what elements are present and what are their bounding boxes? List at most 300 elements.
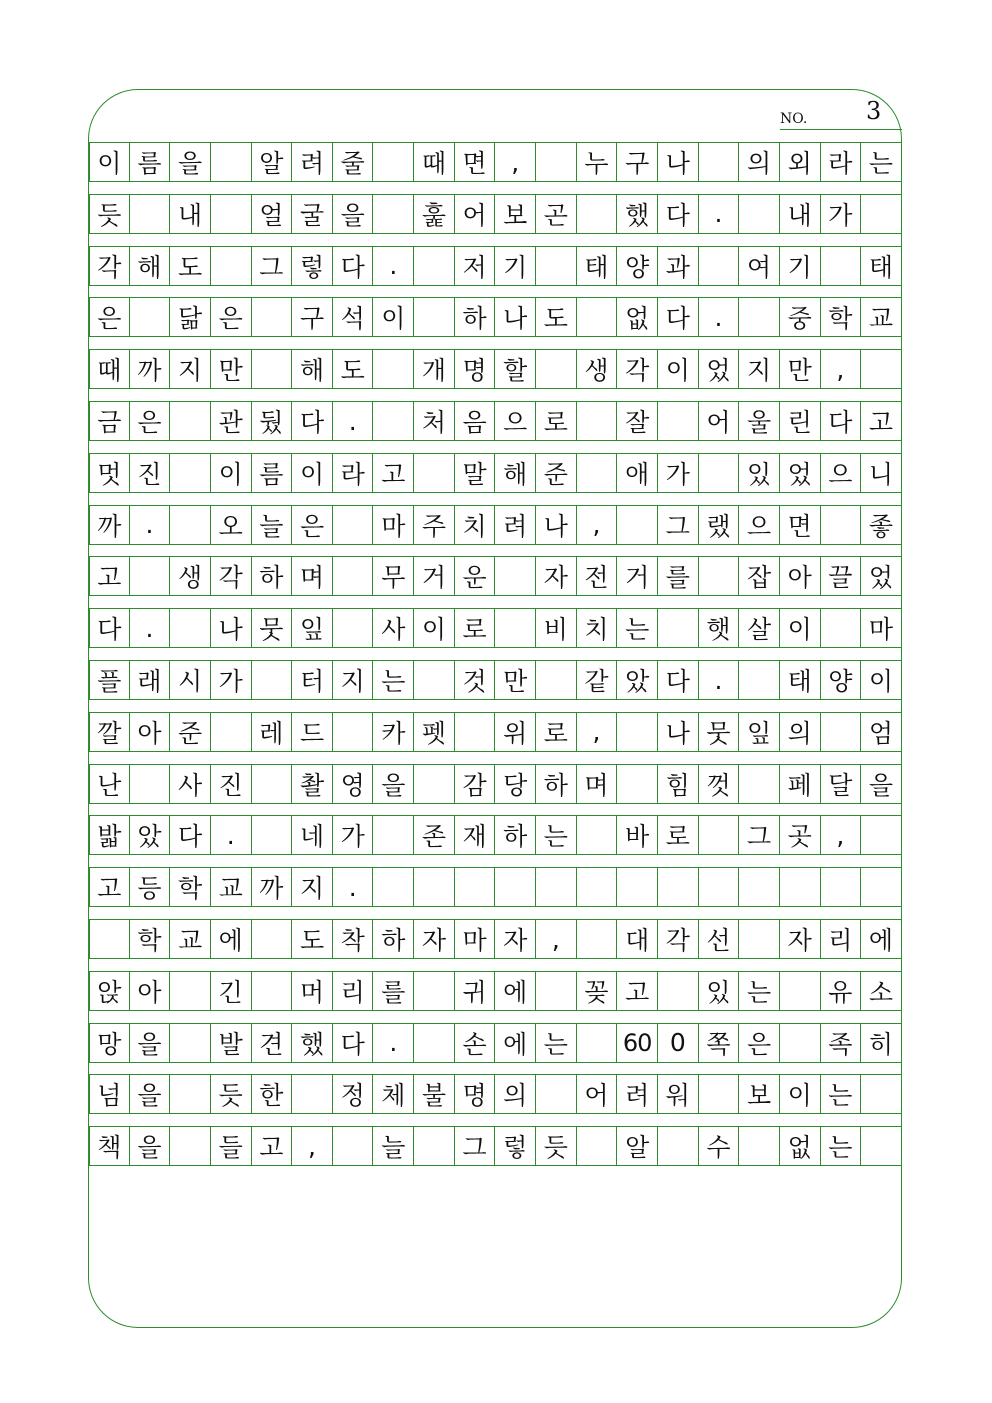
manuscript-cell: 렇	[495, 1127, 536, 1165]
manuscript-cell: 0	[658, 1024, 699, 1062]
manuscript-cell: 같	[577, 661, 618, 699]
manuscript-cell: 수	[699, 1127, 740, 1165]
manuscript-cell: 리	[333, 972, 374, 1010]
manuscript-cell: 했	[617, 195, 658, 233]
manuscript-cell: 그	[658, 506, 699, 544]
manuscript-cell	[861, 816, 902, 854]
manuscript-cell	[739, 661, 780, 699]
manuscript-cell: 거	[617, 557, 658, 595]
manuscript-cell: 교	[170, 920, 211, 958]
manuscript-cell: 외	[780, 143, 821, 181]
manuscript-cell: 영	[333, 765, 374, 803]
manuscript-cell: 넘	[89, 1075, 130, 1113]
manuscript-cell	[658, 1127, 699, 1165]
manuscript-cell: ,	[821, 350, 862, 388]
manuscript-cell	[333, 1127, 374, 1165]
manuscript-cell: 있	[699, 972, 740, 1010]
manuscript-cell: 잡	[739, 557, 780, 595]
manuscript-cell	[130, 298, 171, 336]
manuscript-cell: 촬	[292, 765, 333, 803]
manuscript-cell: .	[373, 1024, 414, 1062]
number-label: NO.	[780, 111, 808, 127]
manuscript-cell	[577, 454, 618, 492]
manuscript-cell: 내	[170, 195, 211, 233]
manuscript-cell: 가	[211, 661, 252, 699]
manuscript-cell: 여	[739, 247, 780, 285]
manuscript-cell: 이	[414, 609, 455, 647]
manuscript-cell: 어	[577, 1075, 618, 1113]
manuscript-cell: 석	[333, 298, 374, 336]
manuscript-cell	[211, 195, 252, 233]
manuscript-cell: 다	[292, 402, 333, 440]
manuscript-cell: 이	[658, 350, 699, 388]
manuscript-cell	[617, 713, 658, 751]
manuscript-cell: 고	[89, 868, 130, 906]
manuscript-cell	[577, 868, 618, 906]
manuscript-cell: 살	[739, 609, 780, 647]
manuscript-row	[89, 401, 902, 441]
manuscript-cell: 한	[252, 1075, 293, 1113]
manuscript-cell: 고	[89, 557, 130, 595]
manuscript-cell: 때	[89, 350, 130, 388]
manuscript-cell: 고	[373, 454, 414, 492]
manuscript-cell: 머	[292, 972, 333, 1010]
manuscript-cell: 다	[89, 609, 130, 647]
manuscript-cell	[414, 298, 455, 336]
manuscript-cell: 등	[130, 868, 171, 906]
manuscript-cell: 이	[292, 454, 333, 492]
manuscript-cell: 으	[495, 402, 536, 440]
manuscript-cell: 햇	[699, 609, 740, 647]
manuscript-cell	[252, 350, 293, 388]
manuscript-cell: ,	[577, 506, 618, 544]
manuscript-cell: 저	[455, 247, 496, 285]
manuscript-cell	[821, 609, 862, 647]
manuscript-cell	[536, 661, 577, 699]
manuscript-cell: 어	[455, 195, 496, 233]
manuscript-cell	[861, 195, 902, 233]
manuscript-cell: 힘	[658, 765, 699, 803]
manuscript-cell: 름	[252, 454, 293, 492]
manuscript-cell	[780, 972, 821, 1010]
manuscript-cell: 까	[89, 506, 130, 544]
manuscript-cell: 래	[130, 661, 171, 699]
manuscript-cell	[699, 454, 740, 492]
manuscript-cell	[780, 868, 821, 906]
manuscript-cell: 페	[780, 765, 821, 803]
manuscript-cell: 잘	[617, 402, 658, 440]
manuscript-cell	[577, 402, 618, 440]
manuscript-cell: 며	[292, 557, 333, 595]
manuscript-cell: .	[333, 868, 374, 906]
manuscript-cell	[577, 1127, 618, 1165]
manuscript-cell	[373, 402, 414, 440]
manuscript-cell	[861, 1075, 902, 1113]
manuscript-cell: 마	[455, 920, 496, 958]
manuscript-cell	[821, 247, 862, 285]
manuscript-cell: 고	[617, 972, 658, 1010]
manuscript-cell: 태	[861, 247, 902, 285]
manuscript-cell	[373, 143, 414, 181]
manuscript-cell: 었	[780, 454, 821, 492]
manuscript-cell: 주	[414, 506, 455, 544]
manuscript-cell: 소	[861, 972, 902, 1010]
manuscript-cell: 려	[617, 1075, 658, 1113]
manuscript-cell	[536, 350, 577, 388]
manuscript-cell	[739, 765, 780, 803]
manuscript-cell	[658, 402, 699, 440]
manuscript-cell: 까	[252, 868, 293, 906]
manuscript-cell	[130, 195, 171, 233]
manuscript-cell	[617, 868, 658, 906]
manuscript-cell: 운	[455, 557, 496, 595]
manuscript-cell: 준	[170, 713, 211, 751]
manuscript-cell	[252, 920, 293, 958]
manuscript-cell: 굴	[292, 195, 333, 233]
manuscript-cell	[373, 350, 414, 388]
manuscript-cell	[739, 298, 780, 336]
manuscript-cell: 해	[292, 350, 333, 388]
manuscript-cell: 족	[821, 1024, 862, 1062]
manuscript-cell: 당	[495, 765, 536, 803]
manuscript-cell: 훑	[414, 195, 455, 233]
manuscript-cell: 보	[495, 195, 536, 233]
manuscript-cell: 어	[699, 402, 740, 440]
manuscript-cell: 려	[495, 506, 536, 544]
manuscript-cell: 로	[455, 609, 496, 647]
manuscript-cell: 선	[699, 920, 740, 958]
manuscript-cell	[658, 868, 699, 906]
manuscript-cell	[577, 298, 618, 336]
manuscript-cell	[170, 1127, 211, 1165]
manuscript-cell: 명	[455, 350, 496, 388]
manuscript-cell: 가	[333, 816, 374, 854]
manuscript-cell: 기	[780, 247, 821, 285]
manuscript-cell: 다	[821, 402, 862, 440]
manuscript-row	[89, 453, 902, 493]
manuscript-cell: 알	[617, 1127, 658, 1165]
manuscript-cell	[577, 195, 618, 233]
manuscript-cell: 니	[861, 454, 902, 492]
manuscript-cell: 에	[861, 920, 902, 958]
manuscript-cell: 터	[292, 661, 333, 699]
manuscript-cell: 고	[252, 1127, 293, 1165]
manuscript-cell: 생	[577, 350, 618, 388]
manuscript-cell	[414, 972, 455, 1010]
manuscript-cell: 으	[739, 506, 780, 544]
manuscript-cell: 았	[617, 661, 658, 699]
manuscript-cell: 학	[821, 298, 862, 336]
manuscript-cell: 다	[658, 195, 699, 233]
manuscript-cell: 름	[130, 143, 171, 181]
manuscript-cell: 양	[821, 661, 862, 699]
manuscript-cell	[658, 972, 699, 1010]
manuscript-cell	[455, 713, 496, 751]
manuscript-cell: 나	[211, 609, 252, 647]
manuscript-cell: 지	[333, 661, 374, 699]
manuscript-cell: 이	[780, 1075, 821, 1113]
manuscript-cell	[211, 713, 252, 751]
manuscript-cell: 가	[821, 195, 862, 233]
manuscript-cell: 도	[170, 247, 211, 285]
manuscript-cell	[170, 402, 211, 440]
manuscript-cell: 관	[211, 402, 252, 440]
manuscript-cell	[373, 195, 414, 233]
manuscript-cell: 늘	[373, 1127, 414, 1165]
manuscript-cell: 을	[130, 1024, 171, 1062]
manuscript-cell	[252, 972, 293, 1010]
manuscript-cell: 로	[658, 816, 699, 854]
manuscript-cell: 나	[495, 298, 536, 336]
manuscript-cell	[414, 868, 455, 906]
manuscript-cell: 울	[739, 402, 780, 440]
manuscript-cell	[130, 765, 171, 803]
manuscript-cell: 멋	[89, 454, 130, 492]
manuscript-cell: 을	[333, 195, 374, 233]
manuscript-row	[89, 194, 902, 234]
manuscript-cell: 라	[821, 143, 862, 181]
manuscript-cell: 견	[252, 1024, 293, 1062]
manuscript-cell: 는	[821, 1075, 862, 1113]
manuscript-cell: 애	[617, 454, 658, 492]
manuscript-cell: 뒀	[252, 402, 293, 440]
manuscript-cell	[333, 506, 374, 544]
manuscript-cell	[333, 609, 374, 647]
manuscript-cell	[658, 609, 699, 647]
manuscript-cell: 각	[89, 247, 130, 285]
manuscript-cell: 체	[373, 1075, 414, 1113]
manuscript-cell: 듯	[211, 1075, 252, 1113]
manuscript-cell	[699, 1075, 740, 1113]
manuscript-cell: 가	[658, 454, 699, 492]
manuscript-cell: 은	[292, 506, 333, 544]
manuscript-cell: 사	[170, 765, 211, 803]
manuscript-cell: 구	[292, 298, 333, 336]
manuscript-cell: 명	[455, 1075, 496, 1113]
manuscript-cell: 보	[739, 1075, 780, 1113]
manuscript-cell: 엄	[861, 713, 902, 751]
manuscript-cell: 착	[333, 920, 374, 958]
manuscript-cell: 감	[455, 765, 496, 803]
manuscript-row	[89, 1074, 902, 1114]
manuscript-cell: 오	[211, 506, 252, 544]
manuscript-cell	[861, 350, 902, 388]
manuscript-cell: 레	[252, 713, 293, 751]
manuscript-cell	[821, 868, 862, 906]
manuscript-cell: 중	[780, 298, 821, 336]
manuscript-cell: 진	[211, 765, 252, 803]
manuscript-cell: ,	[536, 920, 577, 958]
manuscript-cell: .	[373, 247, 414, 285]
manuscript-cell: 은	[89, 298, 130, 336]
manuscript-cell	[536, 868, 577, 906]
manuscript-cell	[455, 868, 496, 906]
manuscript-cell	[861, 868, 902, 906]
manuscript-cell: 만	[211, 350, 252, 388]
manuscript-cell: 좋	[861, 506, 902, 544]
manuscript-cell: 하	[373, 920, 414, 958]
manuscript-cell: 귀	[455, 972, 496, 1010]
manuscript-cell: 비	[536, 609, 577, 647]
manuscript-cell	[821, 506, 862, 544]
manuscript-cell: 누	[577, 143, 618, 181]
manuscript-cell: 각	[617, 350, 658, 388]
manuscript-cell: 으	[821, 454, 862, 492]
manuscript-cell: 불	[414, 1075, 455, 1113]
manuscript-cell: .	[130, 609, 171, 647]
manuscript-cell	[89, 920, 130, 958]
manuscript-cell	[170, 506, 211, 544]
manuscript-cell	[739, 1127, 780, 1165]
manuscript-cell: 는	[739, 972, 780, 1010]
manuscript-cell: 는	[536, 1024, 577, 1062]
manuscript-cell: 개	[414, 350, 455, 388]
number-underline	[780, 129, 902, 130]
manuscript-cell: 면	[780, 506, 821, 544]
manuscript-cell	[333, 557, 374, 595]
manuscript-cell	[577, 920, 618, 958]
manuscript-cell: 이	[780, 609, 821, 647]
manuscript-cell: 다	[658, 298, 699, 336]
manuscript-cell: 었	[861, 557, 902, 595]
manuscript-cell: 없	[617, 298, 658, 336]
manuscript-cell: 사	[373, 609, 414, 647]
manuscript-row	[89, 764, 902, 804]
manuscript-cell: 처	[414, 402, 455, 440]
manuscript-cell: 을	[373, 765, 414, 803]
manuscript-cell	[414, 1127, 455, 1165]
manuscript-cell: 을	[130, 1075, 171, 1113]
manuscript-cell	[333, 713, 374, 751]
manuscript-cell: 치	[455, 506, 496, 544]
manuscript-cell: 시	[170, 661, 211, 699]
manuscript-cell	[414, 1024, 455, 1062]
manuscript-cell	[292, 1075, 333, 1113]
manuscript-cell	[170, 1075, 211, 1113]
manuscript-cell: 리	[821, 920, 862, 958]
manuscript-cell	[699, 868, 740, 906]
manuscript-cell: 플	[89, 661, 130, 699]
manuscript-cell: 다	[658, 661, 699, 699]
manuscript-cell	[536, 247, 577, 285]
manuscript-row	[89, 1126, 902, 1166]
manuscript-cell: 은	[130, 402, 171, 440]
manuscript-cell: 고	[861, 402, 902, 440]
manuscript-cell: ,	[577, 713, 618, 751]
manuscript-row	[89, 246, 902, 286]
manuscript-cell: 금	[89, 402, 130, 440]
manuscript-cell: 그	[739, 816, 780, 854]
manuscript-cell: 도	[333, 350, 374, 388]
manuscript-cell: 줄	[333, 143, 374, 181]
manuscript-cell: 긴	[211, 972, 252, 1010]
manuscript-cell: 얼	[252, 195, 293, 233]
manuscript-cell	[495, 557, 536, 595]
manuscript-cell: 을	[130, 1127, 171, 1165]
manuscript-cell: 만	[495, 661, 536, 699]
manuscript-cell: 며	[577, 765, 618, 803]
manuscript-cell: 끌	[821, 557, 862, 595]
manuscript-cell: 껏	[699, 765, 740, 803]
manuscript-cell	[577, 1024, 618, 1062]
manuscript-row	[89, 867, 902, 907]
manuscript-cell: 다	[170, 816, 211, 854]
manuscript-cell: 자	[536, 557, 577, 595]
manuscript-cell: 지	[170, 350, 211, 388]
manuscript-cell: 교	[211, 868, 252, 906]
manuscript-cell: .	[333, 402, 374, 440]
manuscript-row	[89, 815, 902, 855]
manuscript-cell	[780, 1024, 821, 1062]
page-number: 3	[866, 97, 882, 125]
manuscript-cell: 이	[373, 298, 414, 336]
manuscript-cell: 자	[495, 920, 536, 958]
manuscript-cell: 것	[455, 661, 496, 699]
manuscript-cell: 듯	[536, 1127, 577, 1165]
manuscript-cell: 하	[536, 765, 577, 803]
manuscript-cell: 60	[617, 1024, 658, 1062]
manuscript-cell	[739, 920, 780, 958]
manuscript-cell: 구	[617, 143, 658, 181]
manuscript-cell: 양	[617, 247, 658, 285]
manuscript-cell: 하	[495, 816, 536, 854]
manuscript-cell: 하	[252, 557, 293, 595]
manuscript-cell	[414, 661, 455, 699]
manuscript-cell: 드	[292, 713, 333, 751]
manuscript-cell	[577, 816, 618, 854]
manuscript-cell: 라	[333, 454, 374, 492]
manuscript-cell: 각	[658, 920, 699, 958]
manuscript-cell: 재	[455, 816, 496, 854]
manuscript-cell	[170, 609, 211, 647]
manuscript-cell: 지	[739, 350, 780, 388]
manuscript-cell: 나	[536, 506, 577, 544]
manuscript-cell: 그	[252, 247, 293, 285]
manuscript-cell: 이	[211, 454, 252, 492]
manuscript-cell	[211, 143, 252, 181]
manuscript-cell: 발	[211, 1024, 252, 1062]
manuscript-cell	[170, 454, 211, 492]
manuscript-cell: 었	[699, 350, 740, 388]
manuscript-cell	[373, 868, 414, 906]
manuscript-cell: ,	[821, 816, 862, 854]
manuscript-cell: 를	[658, 557, 699, 595]
manuscript-cell	[536, 1075, 577, 1113]
manuscript-cell: 치	[577, 609, 618, 647]
manuscript-cell: 정	[333, 1075, 374, 1113]
manuscript-cell: 까	[130, 350, 171, 388]
manuscript-cell: 곳	[780, 816, 821, 854]
manuscript-cell	[211, 247, 252, 285]
manuscript-cell	[495, 609, 536, 647]
manuscript-cell: 다	[333, 247, 374, 285]
manuscript-cell	[252, 661, 293, 699]
manuscript-cell: 거	[414, 557, 455, 595]
manuscript-cell: 의	[739, 143, 780, 181]
manuscript-cell	[821, 713, 862, 751]
manuscript-cell: 이	[89, 143, 130, 181]
manuscript-row	[89, 297, 902, 337]
manuscript-cell: 펫	[414, 713, 455, 751]
manuscript-cell	[699, 557, 740, 595]
manuscript-cell: 로	[536, 713, 577, 751]
manuscript-cell: ,	[292, 1127, 333, 1165]
manuscript-cell: 대	[617, 920, 658, 958]
manuscript-cell: 마	[373, 506, 414, 544]
manuscript-cell: 하	[455, 298, 496, 336]
manuscript-cell: 는	[821, 1127, 862, 1165]
manuscript-cell: 망	[89, 1024, 130, 1062]
